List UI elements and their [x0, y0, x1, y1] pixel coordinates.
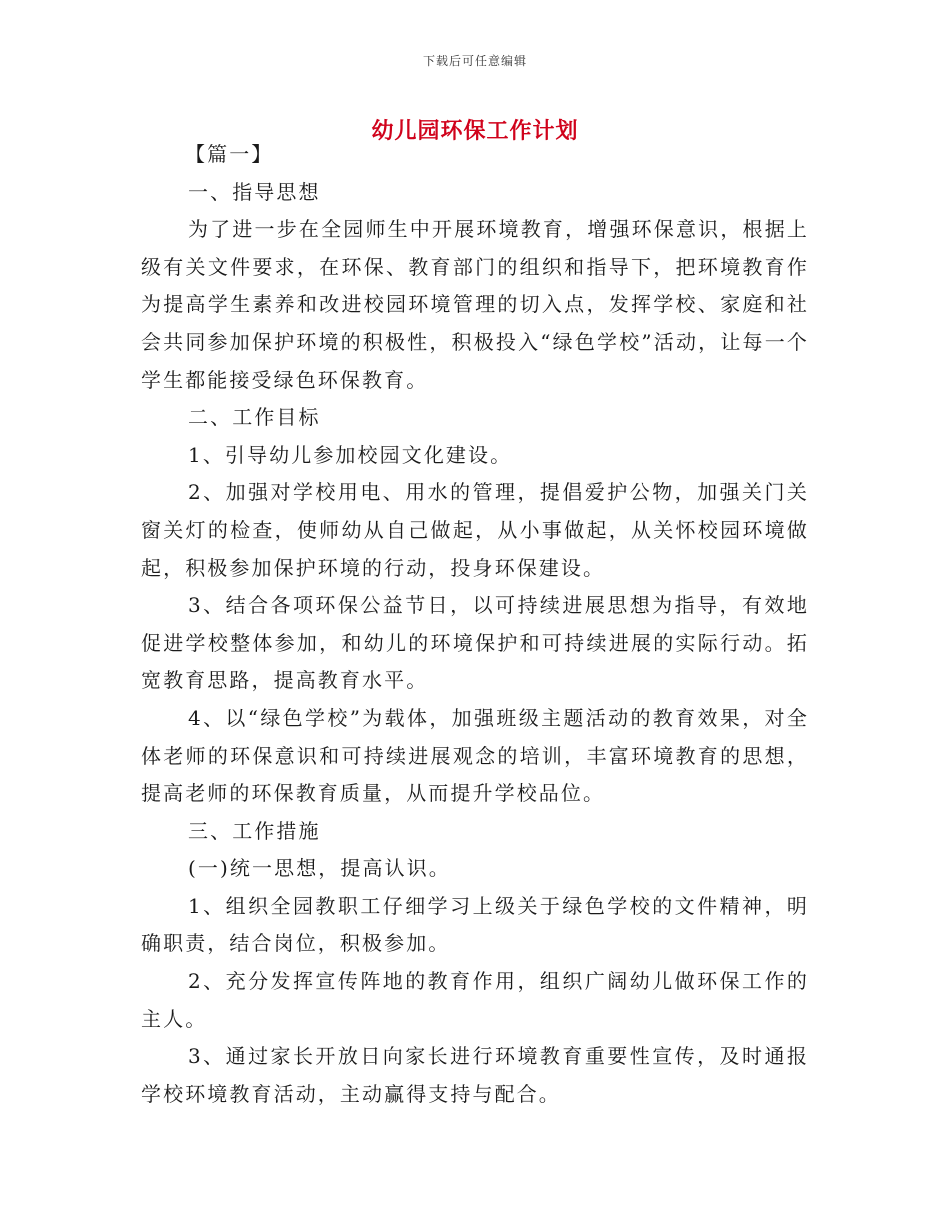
page-header: 下载后可任意编辑: [422, 54, 527, 68]
measure-item-2: 2、充分发挥宣传阵地的教育作用，组织广阔幼儿做环保工作的主人。: [141, 969, 809, 1031]
measure-item-1: 1、组织全园教职工仔细学习上级关于绿色学校的文件精神，明确职责，结合岗位，积极参加。: [141, 893, 809, 956]
goal-item-2: 2、加强对学校用电、用水的管理，提倡爱护公物，加强关门关窗关灯的检查，使师幼从自己做起，从小事做起，从关怀校园环境做起，积极参加保护环境的行动，投身环保建设。: [141, 480, 809, 580]
heading-work-measures: 三、工作措施: [188, 818, 321, 843]
measure-item-3: 3、通过家长开放日向家长进行环境教育重要性宣传，及时通报学校环境教育活动，主动赢得支持与配合。: [141, 1044, 809, 1106]
document-title: 幼儿园环保工作计划: [371, 118, 579, 144]
heading-guiding-ideology: 一、指导思想: [188, 179, 321, 204]
goal-item-3: 3、结合各项环保公益节日，以可持续进展思想为指导，有效地促进学校整体参加，和幼儿的环境保护和可持续进展的实际行动。拓宽教育思路，提高教育水平。: [141, 593, 809, 693]
goal-item-1: 1、引导幼儿参加校园文化建设。: [188, 442, 513, 467]
section-label: 【篇一】: [185, 142, 274, 166]
paragraph-guiding-ideology: 为了进一步在全园师生中开展环境教育，增强环保意识，根据上级有关文件要求，在环保、教育部门的组织和指导下，把环境教育作为提高学生素养和改进校园环境管理的切入点，发挥学校、家庭和社会共同参加保护环境的积极性，积极投入“绿色学校”活动，让每一个学生都能接受绿色环保教育。: [141, 217, 809, 392]
goal-item-4: 4、以“绿色学校”为载体，加强班级主题活动的教育效果，对全体老师的环保意识和可持续进展观念的培训，丰富环境教育的思想，提高老师的环保教育质量，从而提升学校品位。: [141, 705, 809, 806]
heading-work-goals: 二、工作目标: [188, 405, 321, 430]
document-body: [141, 136, 809, 1113]
subheading-unify-thinking: (一)统一思想，提高认识。: [188, 856, 451, 881]
